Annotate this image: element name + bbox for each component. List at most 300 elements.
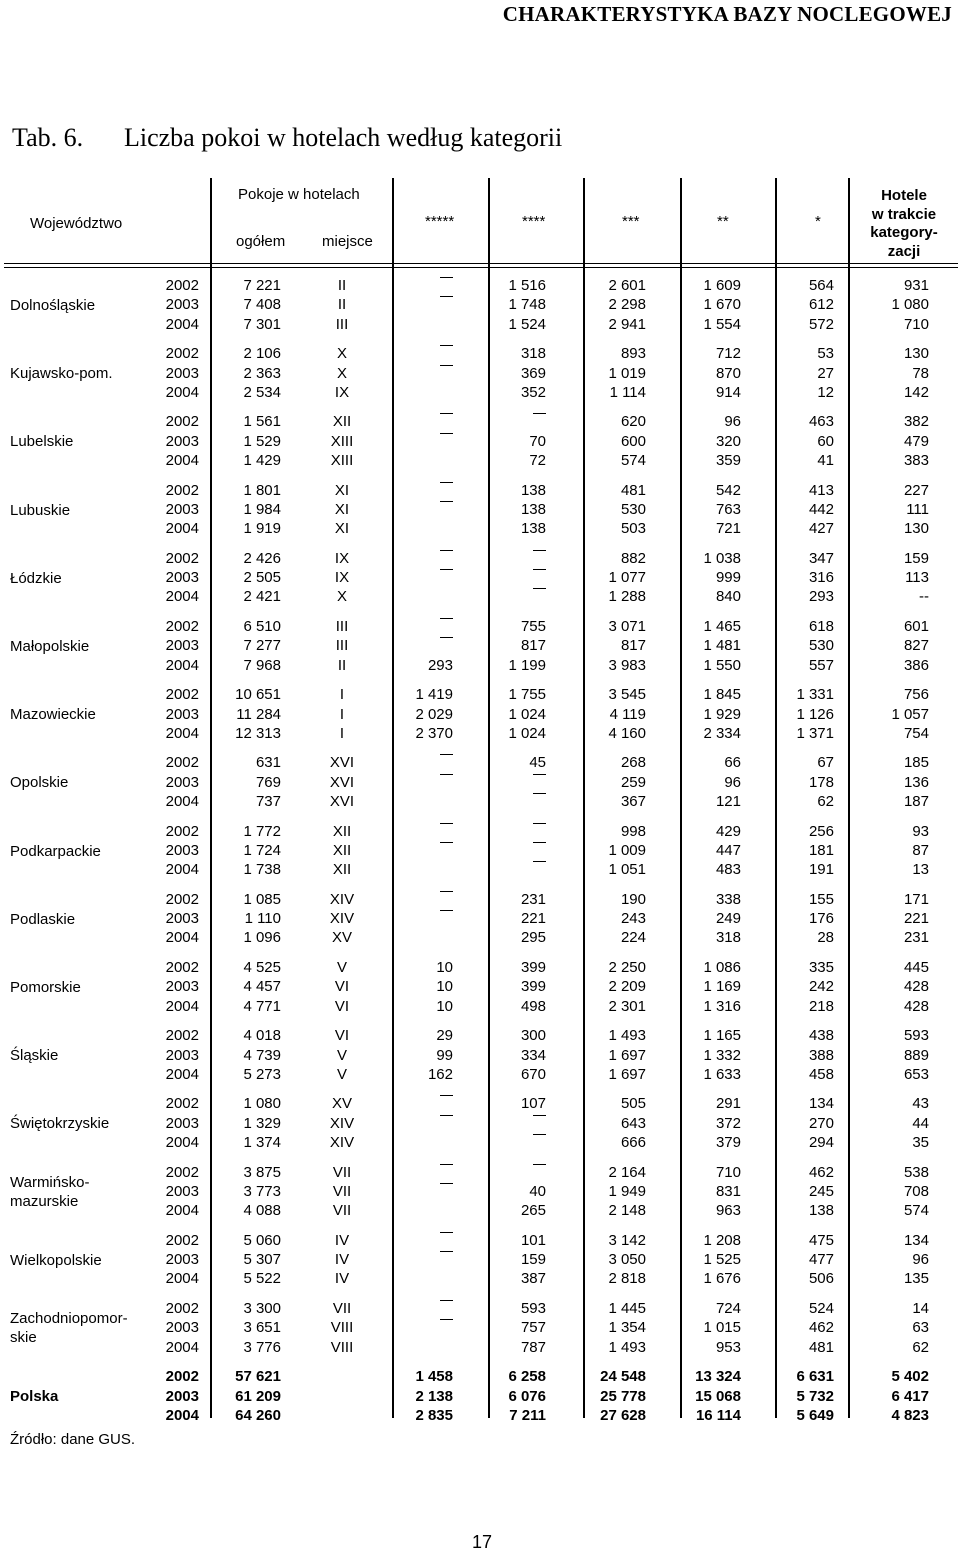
region-year: 2002 bbox=[165, 1231, 199, 1249]
rooms-1-star: 62 bbox=[817, 793, 834, 810]
rooms-4-stars: 1 748 bbox=[508, 296, 546, 314]
rooms-total: 7 408 bbox=[243, 296, 281, 314]
rooms-5-stars: 2 138 bbox=[415, 1387, 453, 1405]
region-year: 2004 bbox=[165, 383, 199, 401]
table-row bbox=[0, 891, 960, 910]
rooms-1-star: 5 649 bbox=[796, 1406, 834, 1424]
rooms-5-stars: 99 bbox=[436, 1046, 453, 1064]
rooms-2-stars: 13 324 bbox=[695, 1368, 741, 1386]
rooms-4-stars: 7 211 bbox=[509, 1406, 546, 1424]
region-year: 2004 bbox=[165, 1202, 199, 1220]
rooms-3-stars: 882 bbox=[620, 549, 646, 567]
rooms-2-stars: 96 bbox=[724, 413, 741, 431]
rooms-1-star: 557 bbox=[808, 656, 834, 674]
rank-place: II bbox=[337, 277, 347, 294]
rooms-4-stars: 334 bbox=[520, 1046, 546, 1064]
rooms-4-stars: 670 bbox=[520, 1065, 546, 1083]
dash-mark bbox=[440, 910, 453, 911]
rooms-in-categorization: 187 bbox=[903, 793, 929, 810]
rooms-1-star: 1 371 bbox=[796, 724, 834, 742]
rank-place: VI bbox=[334, 978, 350, 996]
rooms-total: 1 801 bbox=[243, 481, 281, 499]
rooms-2-stars: 249 bbox=[715, 910, 741, 928]
table-row bbox=[0, 929, 960, 948]
source-note: Źródło: dane GUS. bbox=[10, 1431, 136, 1448]
rooms-total: 1 429 bbox=[243, 452, 281, 469]
region-year: 2004 bbox=[165, 1134, 199, 1151]
table-row bbox=[0, 774, 960, 793]
rooms-total: 631 bbox=[255, 754, 281, 772]
dash-mark bbox=[440, 413, 453, 414]
page-number: 17 bbox=[472, 1532, 493, 1552]
rooms-1-star: 524 bbox=[808, 1300, 834, 1317]
rooms-4-stars: 1 516 bbox=[508, 277, 546, 294]
rooms-total: 64 260 bbox=[235, 1406, 281, 1424]
rooms-in-categorization: 63 bbox=[912, 1319, 929, 1337]
rank-place: XIV bbox=[329, 1114, 355, 1132]
dash-mark bbox=[440, 1095, 453, 1096]
rooms-in-categorization: 593 bbox=[903, 1027, 929, 1045]
rooms-total: 2 426 bbox=[243, 549, 281, 567]
rank-place: IV bbox=[334, 1231, 350, 1249]
rooms-3-stars: 4 160 bbox=[608, 724, 646, 742]
rooms-5-stars: 1 419 bbox=[415, 686, 453, 704]
rooms-1-star: 618 bbox=[808, 618, 834, 635]
rooms-5-stars: 2 029 bbox=[415, 705, 453, 723]
rooms-1-star: 138 bbox=[808, 1202, 834, 1220]
table-row bbox=[0, 296, 960, 315]
region-year: 2004 bbox=[165, 861, 199, 879]
rooms-4-stars: 221 bbox=[520, 910, 546, 928]
rooms-total: 1 561 bbox=[243, 413, 281, 431]
rooms-total: 1 529 bbox=[243, 432, 281, 450]
rank-place: XII bbox=[332, 861, 352, 879]
region-year: 2002 bbox=[165, 1368, 199, 1386]
rooms-2-stars: 1 169 bbox=[703, 978, 741, 996]
rooms-in-categorization: 479 bbox=[903, 432, 929, 450]
rank-place: VII bbox=[332, 1163, 352, 1181]
table-row bbox=[0, 959, 960, 978]
rooms-3-stars: 3 983 bbox=[608, 656, 646, 674]
rooms-2-stars: 721 bbox=[715, 520, 741, 538]
rooms-3-stars: 817 bbox=[620, 637, 646, 655]
rooms-1-star: 612 bbox=[808, 296, 834, 314]
rooms-2-stars: 1 609 bbox=[703, 277, 741, 294]
rooms-total: 7 301 bbox=[243, 315, 281, 333]
rooms-in-categorization: 35 bbox=[912, 1134, 929, 1151]
table-row bbox=[0, 1066, 960, 1085]
rooms-in-categorization: 111 bbox=[906, 500, 929, 518]
rooms-2-stars: 121 bbox=[715, 793, 741, 810]
rooms-3-stars: 998 bbox=[620, 822, 646, 840]
rooms-in-categorization: 5 402 bbox=[891, 1368, 929, 1386]
rooms-3-stars: 503 bbox=[620, 520, 646, 538]
rooms-1-star: 256 bbox=[808, 822, 834, 840]
dash-mark bbox=[440, 365, 453, 366]
rooms-2-stars: 291 bbox=[715, 1095, 741, 1113]
rooms-1-star: 462 bbox=[808, 1319, 834, 1337]
table-row bbox=[0, 1095, 960, 1114]
rooms-1-star: 134 bbox=[808, 1095, 834, 1113]
rooms-total: 1 096 bbox=[243, 929, 281, 947]
rooms-4-stars: 757 bbox=[520, 1319, 546, 1337]
rank-place: X bbox=[336, 588, 347, 606]
dash-mark bbox=[440, 482, 453, 483]
table-row bbox=[0, 569, 960, 588]
region-year: 2002 bbox=[165, 618, 199, 635]
rank-place: IX bbox=[334, 383, 350, 401]
rooms-2-stars: 712 bbox=[715, 345, 741, 363]
table-row bbox=[0, 978, 960, 997]
rank-place: II bbox=[337, 296, 347, 314]
rooms-2-stars: 724 bbox=[715, 1300, 741, 1317]
rooms-4-stars: 593 bbox=[520, 1300, 546, 1317]
dash-mark bbox=[440, 296, 453, 297]
region-name-line: Lubelskie bbox=[10, 433, 74, 451]
table-row bbox=[0, 1339, 960, 1358]
rooms-in-categorization: 428 bbox=[903, 997, 929, 1015]
rooms-1-star: 1 126 bbox=[796, 705, 834, 723]
table-row bbox=[0, 452, 960, 471]
rooms-in-categorization: 227 bbox=[903, 481, 929, 499]
region-year: 2003 bbox=[165, 1114, 199, 1132]
rank-place: V bbox=[336, 959, 347, 976]
rooms-4-stars: 1 524 bbox=[508, 315, 546, 333]
rooms-2-stars: 1 316 bbox=[703, 997, 741, 1015]
rooms-3-stars: 27 628 bbox=[600, 1406, 646, 1424]
rooms-1-star: 191 bbox=[808, 861, 834, 879]
table-row bbox=[0, 345, 960, 364]
rooms-2-stars: 379 bbox=[715, 1134, 741, 1151]
region-year: 2004 bbox=[165, 656, 199, 674]
header-rule-second bbox=[4, 267, 958, 268]
region-year: 2002 bbox=[165, 1095, 199, 1113]
header-w-trakcie-line: w trakcie bbox=[871, 205, 937, 223]
rank-place: VII bbox=[332, 1182, 352, 1200]
region-name-line: Wielkopolskie bbox=[10, 1251, 102, 1269]
rank-place: II bbox=[337, 656, 347, 674]
rooms-1-star: 564 bbox=[808, 277, 834, 294]
rooms-4-stars: 399 bbox=[520, 978, 546, 996]
dash-mark bbox=[533, 588, 546, 589]
region-name-line: Lubuskie bbox=[10, 501, 71, 519]
region-year: 2003 bbox=[165, 569, 199, 587]
table-row bbox=[0, 754, 960, 773]
region-year: 2004 bbox=[165, 724, 199, 742]
rooms-total: 3 300 bbox=[243, 1300, 281, 1317]
rooms-4-stars: 352 bbox=[520, 383, 546, 401]
rooms-total: 5 522 bbox=[243, 1270, 281, 1288]
rooms-1-star: 462 bbox=[808, 1163, 834, 1181]
rank-place: I bbox=[339, 686, 345, 704]
rooms-2-stars: 96 bbox=[724, 773, 741, 791]
rooms-total: 737 bbox=[255, 793, 281, 810]
rooms-2-stars: 1 929 bbox=[703, 705, 741, 723]
rooms-in-categorization: 113 bbox=[905, 569, 929, 587]
rooms-2-stars: 15 068 bbox=[695, 1387, 741, 1405]
dash-mark bbox=[440, 774, 453, 775]
rooms-5-stars: 10 bbox=[436, 997, 453, 1015]
rooms-2-stars: 318 bbox=[715, 929, 741, 947]
rooms-4-stars: 231 bbox=[520, 890, 546, 908]
region-year: 2004 bbox=[165, 997, 199, 1015]
table-row bbox=[0, 1368, 960, 1387]
region-year: 2002 bbox=[165, 686, 199, 704]
table-row bbox=[0, 1319, 960, 1338]
rooms-4-stars: 755 bbox=[520, 618, 546, 635]
rank-place: X bbox=[336, 364, 347, 382]
rooms-3-stars: 2 164 bbox=[608, 1163, 646, 1181]
header-wojewodztwo: Województwo bbox=[30, 215, 123, 232]
table-row bbox=[0, 910, 960, 929]
rooms-total: 5 307 bbox=[243, 1251, 281, 1269]
dash-mark bbox=[533, 823, 546, 824]
rank-place: V bbox=[336, 1046, 347, 1064]
rooms-2-stars: 963 bbox=[715, 1202, 741, 1220]
table-row bbox=[0, 1115, 960, 1134]
rooms-in-categorization: 14 bbox=[912, 1300, 929, 1317]
rooms-total: 1 724 bbox=[243, 841, 281, 859]
dash-mark bbox=[440, 1232, 453, 1233]
table-row bbox=[0, 1407, 960, 1426]
region-name-line: Opolskie bbox=[10, 774, 69, 792]
rooms-total: 4 018 bbox=[243, 1027, 281, 1045]
rooms-total: 12 313 bbox=[235, 724, 281, 742]
table-row bbox=[0, 501, 960, 520]
region-year: 2003 bbox=[165, 1387, 199, 1405]
header-5-stars: ***** bbox=[425, 213, 455, 230]
rooms-total: 1 772 bbox=[243, 822, 281, 840]
region-year: 2002 bbox=[165, 754, 199, 772]
rooms-in-categorization: 827 bbox=[903, 637, 929, 655]
rooms-1-star: 475 bbox=[808, 1231, 834, 1249]
dash-mark bbox=[440, 433, 453, 434]
region-year: 2002 bbox=[165, 959, 199, 976]
rooms-2-stars: 914 bbox=[715, 383, 741, 401]
rank-place: III bbox=[335, 315, 349, 333]
rooms-in-categorization: 4 823 bbox=[891, 1406, 929, 1424]
rank-place: XI bbox=[334, 520, 350, 538]
rooms-3-stars: 2 209 bbox=[608, 978, 646, 996]
region-year: 2002 bbox=[165, 277, 199, 294]
dash-mark bbox=[440, 1164, 453, 1165]
rank-place: I bbox=[339, 724, 345, 742]
table-row bbox=[0, 277, 960, 296]
table-row bbox=[0, 1388, 960, 1407]
dash-mark bbox=[440, 345, 453, 346]
rooms-4-stars: 295 bbox=[520, 929, 546, 947]
rooms-1-star: 316 bbox=[808, 569, 834, 587]
table-row bbox=[0, 706, 960, 725]
region-year: 2003 bbox=[165, 773, 199, 791]
rooms-3-stars: 2 941 bbox=[608, 315, 646, 333]
rooms-2-stars: 66 bbox=[724, 754, 741, 772]
rooms-5-stars: 162 bbox=[427, 1065, 453, 1083]
region-year: 2003 bbox=[165, 1319, 199, 1337]
rooms-2-stars: 1 676 bbox=[703, 1270, 741, 1288]
rooms-2-stars: 1 554 bbox=[703, 315, 741, 333]
rooms-3-stars: 4 119 bbox=[609, 705, 646, 723]
rooms-3-stars: 1 445 bbox=[608, 1300, 646, 1317]
rooms-3-stars: 1 114 bbox=[609, 383, 646, 401]
table-row bbox=[0, 482, 960, 501]
rooms-4-stars: 817 bbox=[520, 637, 546, 655]
rooms-total: 7 968 bbox=[243, 656, 281, 674]
table-row bbox=[0, 520, 960, 539]
rooms-1-star: 60 bbox=[817, 432, 834, 450]
rooms-4-stars: 72 bbox=[529, 452, 546, 469]
rooms-in-categorization: 754 bbox=[903, 724, 929, 742]
region-year: 2004 bbox=[165, 452, 199, 469]
rooms-2-stars: 1 481 bbox=[703, 637, 741, 655]
rank-place: XV bbox=[331, 929, 352, 947]
rooms-2-stars: 359 bbox=[715, 452, 741, 469]
rooms-4-stars: 6 258 bbox=[508, 1368, 546, 1386]
rooms-3-stars: 1 009 bbox=[608, 841, 646, 859]
rooms-4-stars: 6 076 bbox=[508, 1387, 546, 1405]
header-w-trakcie-line: Hotele bbox=[881, 187, 927, 204]
rank-place: III bbox=[335, 618, 349, 635]
header-rule bbox=[4, 263, 958, 264]
rooms-3-stars: 243 bbox=[620, 910, 646, 928]
table-row bbox=[0, 1232, 960, 1251]
header-miejsce: miejsce bbox=[322, 233, 373, 250]
rank-place: XIV bbox=[329, 910, 355, 928]
region-name-line: Mazowieckie bbox=[10, 706, 96, 724]
region-year: 2002 bbox=[165, 1027, 199, 1045]
region-name-line: Łódzkie bbox=[10, 569, 62, 587]
rooms-2-stars: 1 845 bbox=[703, 686, 741, 704]
rooms-in-categorization: 538 bbox=[903, 1163, 929, 1181]
rooms-in-categorization: 386 bbox=[903, 656, 929, 674]
region-name-line: Polska bbox=[10, 1388, 59, 1406]
rooms-2-stars: 1 525 bbox=[703, 1251, 741, 1269]
rank-place: XII bbox=[332, 413, 352, 431]
rooms-2-stars: 1 015 bbox=[703, 1319, 741, 1337]
table-row bbox=[0, 861, 960, 880]
rooms-5-stars: 293 bbox=[427, 656, 453, 674]
rooms-2-stars: 320 bbox=[715, 432, 741, 450]
region-year: 2003 bbox=[165, 978, 199, 996]
region-year: 2004 bbox=[165, 793, 199, 810]
table-row bbox=[0, 686, 960, 705]
rooms-1-star: 178 bbox=[808, 773, 834, 791]
rooms-2-stars: 338 bbox=[715, 890, 741, 908]
rooms-5-stars: 10 bbox=[436, 959, 453, 976]
rooms-2-stars: 1 038 bbox=[703, 549, 741, 567]
rank-place: X bbox=[336, 345, 347, 363]
table-row bbox=[0, 657, 960, 676]
rooms-5-stars: 1 458 bbox=[415, 1368, 453, 1386]
dash-mark bbox=[440, 277, 453, 278]
rank-place: XII bbox=[332, 841, 352, 859]
rooms-in-categorization: 130 bbox=[903, 520, 929, 538]
rooms-2-stars: 840 bbox=[715, 588, 741, 606]
rooms-1-star: 6 631 bbox=[796, 1368, 834, 1386]
table-row bbox=[0, 1251, 960, 1270]
rooms-2-stars: 763 bbox=[715, 500, 741, 518]
region-name-line: Małopolskie bbox=[10, 637, 90, 655]
table-row bbox=[0, 1270, 960, 1289]
region-year: 2002 bbox=[165, 890, 199, 908]
rooms-3-stars: 620 bbox=[620, 413, 646, 431]
rank-place: XIV bbox=[329, 1134, 355, 1151]
region-name-line: Podkarpackie bbox=[10, 842, 101, 860]
dash-mark bbox=[440, 891, 453, 892]
rooms-in-categorization: 130 bbox=[903, 345, 929, 363]
rooms-5-stars: 10 bbox=[436, 978, 453, 996]
rooms-4-stars: 369 bbox=[520, 364, 546, 382]
rank-place: XI bbox=[334, 481, 350, 499]
rooms-total: 1 738 bbox=[243, 861, 281, 879]
rooms-2-stars: 1 550 bbox=[703, 656, 741, 674]
dash-mark bbox=[440, 1300, 453, 1301]
rooms-1-star: 293 bbox=[808, 588, 834, 606]
rooms-in-categorization: 601 bbox=[903, 618, 929, 635]
rooms-in-categorization: 171 bbox=[903, 890, 929, 908]
rank-place: III bbox=[335, 637, 349, 655]
rooms-1-star: 481 bbox=[808, 1338, 834, 1356]
rooms-in-categorization: 185 bbox=[903, 754, 929, 772]
rooms-1-star: 438 bbox=[808, 1027, 834, 1045]
rooms-in-categorization: 142 bbox=[903, 383, 929, 401]
rank-place: XIII bbox=[330, 452, 354, 469]
region-year: 2002 bbox=[165, 1163, 199, 1181]
rank-place: VI bbox=[334, 1027, 350, 1045]
dash-mark bbox=[440, 618, 453, 619]
rooms-in-categorization: 136 bbox=[903, 773, 929, 791]
region-name-line: Zachodniopomor- bbox=[10, 1310, 128, 1328]
rooms-2-stars: 372 bbox=[715, 1114, 741, 1132]
rooms-4-stars: 107 bbox=[520, 1095, 546, 1113]
region-year: 2003 bbox=[165, 296, 199, 314]
rank-place: XIII bbox=[330, 432, 354, 450]
rooms-4-stars: 265 bbox=[520, 1202, 546, 1220]
dash-mark bbox=[440, 823, 453, 824]
rooms-1-star: 67 bbox=[817, 754, 834, 772]
header-w-trakcie-line: zacji bbox=[887, 242, 921, 260]
rooms-3-stars: 574 bbox=[620, 452, 646, 469]
rooms-total: 3 651 bbox=[243, 1319, 281, 1337]
dash-mark bbox=[440, 550, 453, 551]
rooms-3-stars: 224 bbox=[620, 929, 646, 947]
rooms-3-stars: 1 697 bbox=[608, 1065, 646, 1083]
table-number: Tab. 6. bbox=[12, 123, 84, 152]
rooms-in-categorization: 13 bbox=[912, 861, 929, 879]
rooms-3-stars: 666 bbox=[620, 1134, 646, 1151]
table-row bbox=[0, 550, 960, 569]
rooms-total: 3 773 bbox=[243, 1182, 281, 1200]
rooms-3-stars: 1 493 bbox=[608, 1027, 646, 1045]
rank-place: XI bbox=[334, 500, 350, 518]
rooms-2-stars: 1 086 bbox=[703, 959, 741, 976]
rooms-total: 7 277 bbox=[243, 637, 281, 655]
table-row bbox=[0, 618, 960, 637]
rooms-in-categorization: 78 bbox=[912, 364, 929, 382]
region-year: 2003 bbox=[165, 432, 199, 450]
rooms-total: 2 363 bbox=[243, 364, 281, 382]
rooms-in-categorization: 574 bbox=[903, 1202, 929, 1220]
rooms-total: 2 534 bbox=[243, 383, 281, 401]
rooms-1-star: 1 331 bbox=[796, 686, 834, 704]
table-row bbox=[0, 793, 960, 812]
rooms-2-stars: 2 334 bbox=[703, 724, 741, 742]
rank-place: XVI bbox=[329, 773, 355, 791]
table-row bbox=[0, 1164, 960, 1183]
rooms-2-stars: 429 bbox=[715, 822, 741, 840]
region-name-line: Podlaskie bbox=[10, 910, 76, 928]
rooms-total: 1 919 bbox=[243, 520, 281, 538]
